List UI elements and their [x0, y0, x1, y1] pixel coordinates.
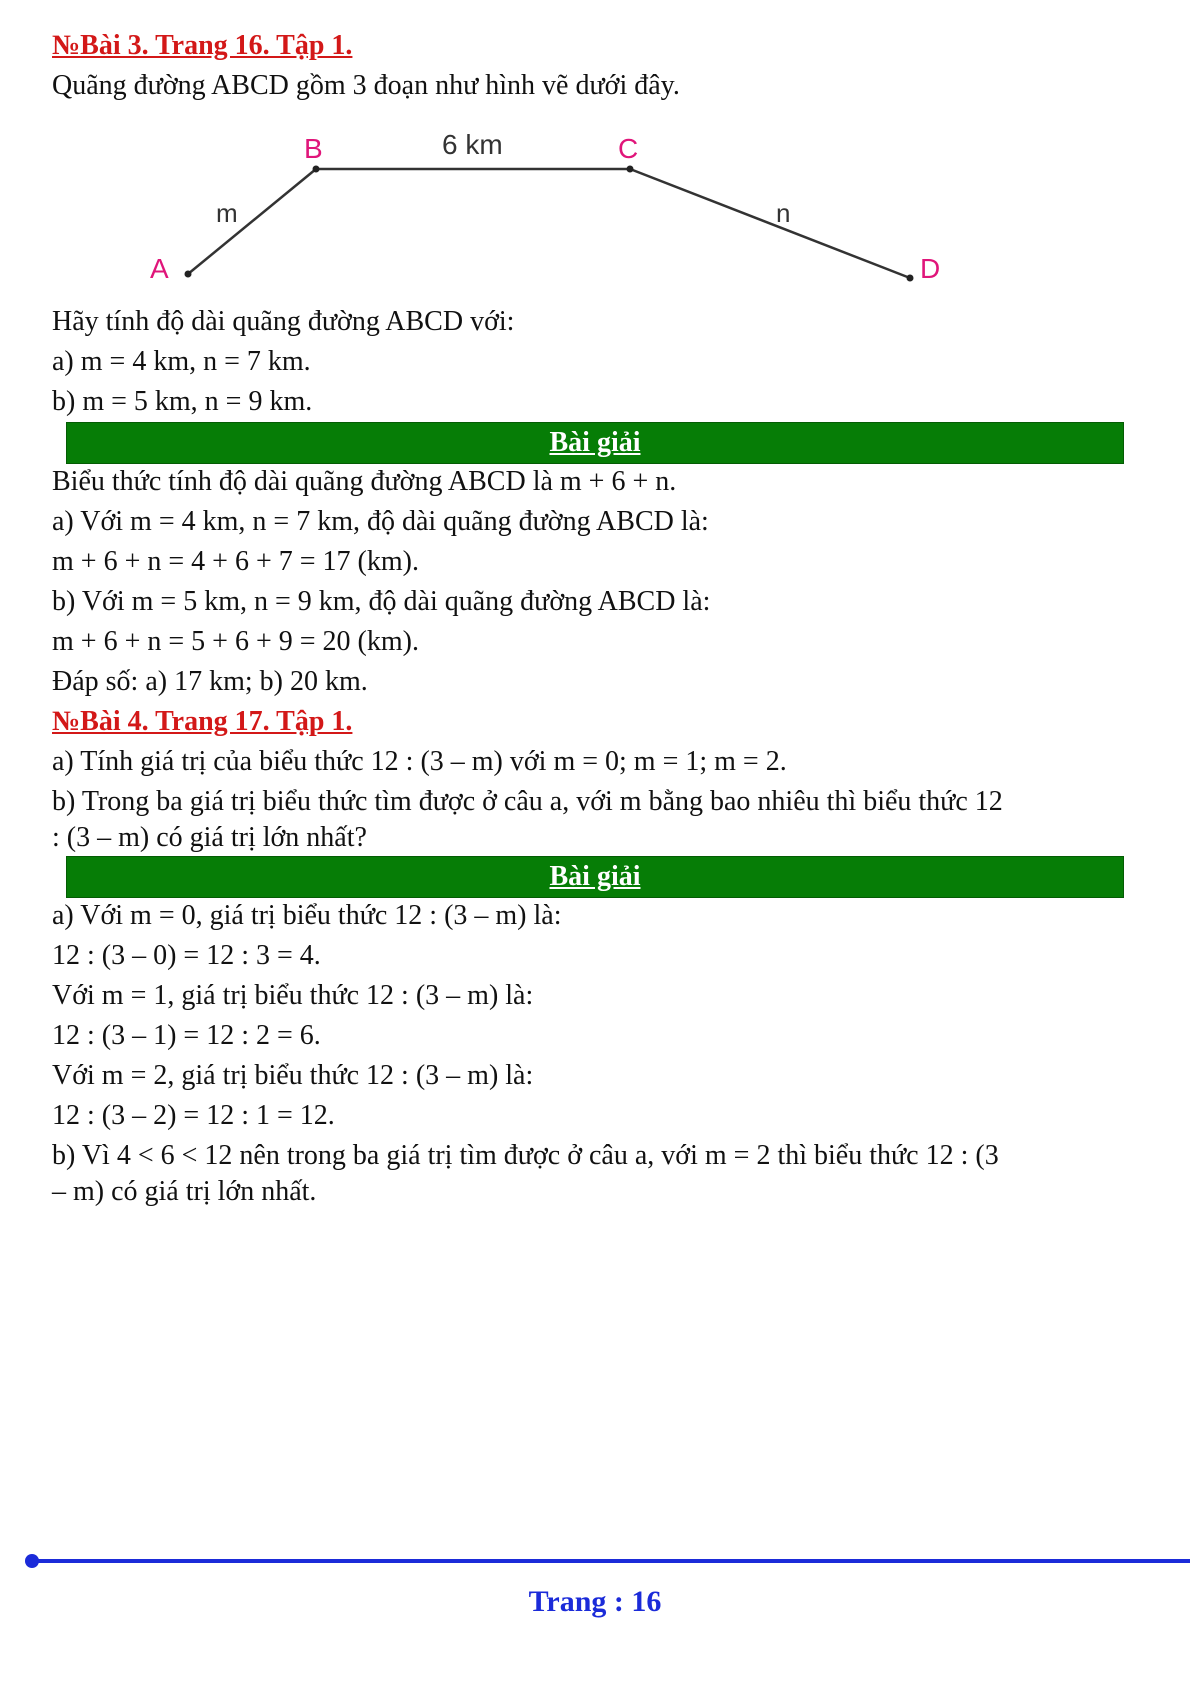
solution-line: 12 : (3 – 1) = 12 : 2 = 6.: [52, 1020, 321, 1051]
exercise-4-solution-banner: Bài giải: [66, 856, 1124, 898]
segment-bc-label: 6 km: [442, 129, 503, 160]
solution-line: m + 6 + n = 4 + 6 + 7 = 17 (km).: [52, 546, 419, 577]
point-d-dot: [907, 275, 914, 282]
solution-line: Biểu thức tính độ dài quãng đường ABCD là m + 6 + n.: [52, 466, 677, 497]
answer-line: Đáp số: a) 17 km; b) 20 km.: [52, 666, 368, 697]
point-c-dot: [627, 166, 634, 173]
segment-cd: [630, 169, 910, 278]
footer-rule: [24, 1554, 1190, 1572]
exercise-3-question: Hãy tính độ dài quãng đường ABCD với:: [52, 306, 515, 337]
route-abcd-figure: [150, 128, 1050, 318]
point-c-label: C: [618, 133, 639, 164]
point-b-dot: [313, 166, 320, 173]
point-b-label: B: [304, 133, 323, 164]
solution-line: – m) có giá trị lớn nhất.: [52, 1176, 317, 1207]
solution-line: 12 : (3 – 0) = 12 : 3 = 4.: [52, 940, 321, 971]
point-d-label: D: [920, 253, 941, 284]
solution-line: a) Với m = 0, giá trị biểu thức 12 : (3 – m) là:: [52, 900, 562, 931]
solution-line: m + 6 + n = 5 + 6 + 9 = 20 (km).: [52, 626, 419, 657]
exercise-4-part-b-line-1: b) Trong ba giá trị biểu thức tìm được ở câu a, với m bằng bao nhiêu thì biểu thức 12: [52, 786, 1003, 817]
solution-line: b) Với m = 5 km, n = 9 km, độ dài quãng đường ABCD là:: [52, 586, 711, 617]
exercise-3-solution-banner: Bài giải: [66, 422, 1124, 464]
point-a-label: A: [150, 253, 169, 284]
solution-line: Với m = 2, giá trị biểu thức 12 : (3 – m) là:: [52, 1060, 534, 1091]
segment-cd-label: n: [776, 198, 791, 228]
point-a-dot: [185, 271, 192, 278]
exercise-4-part-a: a) Tính giá trị của biểu thức 12 : (3 – m) với m = 0; m = 1; m = 2.: [52, 746, 787, 777]
page-number: Trang : 16: [528, 1585, 662, 1618]
exercise-3-title: №Bài 3. Trang 16. Tập 1.: [52, 30, 353, 61]
segment-ab: [188, 169, 316, 274]
solution-line: 12 : (3 – 2) = 12 : 1 = 12.: [52, 1100, 335, 1131]
segment-ab-label: m: [216, 198, 238, 228]
solution-line: a) Với m = 4 km, n = 7 km, độ dài quãng đường ABCD là:: [52, 506, 709, 537]
solution-line: b) Vì 4 < 6 < 12 nên trong ba giá trị tìm được ở câu a, với m = 2 thì biểu thức 12 : (3: [52, 1140, 999, 1171]
solution-line: Với m = 1, giá trị biểu thức 12 : (3 – m) là:: [52, 980, 534, 1011]
exercise-3-part-a: a) m = 4 km, n = 7 km.: [52, 346, 311, 377]
exercise-3-part-b: b) m = 5 km, n = 9 km.: [52, 386, 313, 417]
exercise-3-intro: Quãng đường ABCD gồm 3 đoạn như hình vẽ dưới đây.: [52, 70, 680, 101]
exercise-4-part-b-line-2: : (3 – m) có giá trị lớn nhất?: [52, 822, 367, 853]
exercise-4-title: №Bài 4. Trang 17. Tập 1.: [52, 706, 353, 737]
